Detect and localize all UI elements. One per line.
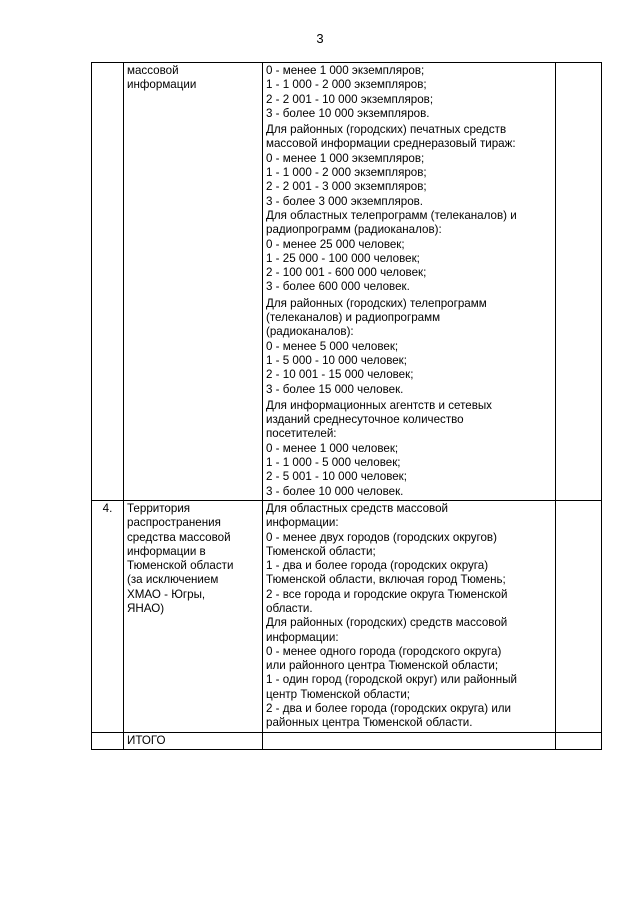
scoring-line: 2 - 5 001 - 10 000 человек; [266, 470, 407, 484]
table-row [92, 500, 602, 732]
score-cell [556, 63, 602, 501]
scoring-line: Для областных телепрограмм (телеканалов) и [266, 208, 517, 222]
scoring-line: области. [266, 601, 313, 615]
scoring-line: 2 - 10 001 - 15 000 человек; [266, 368, 414, 382]
criteria-table [91, 62, 602, 750]
scoring-line: (телеканалов) и радиопрограмм [266, 311, 441, 325]
scoring-line: Тюменской области; [266, 544, 376, 558]
scoring-line: 0 - менее 1 000 экземпляров; [266, 64, 425, 77]
scoring-line: изданий среднесуточное количество [266, 413, 464, 427]
scoring-line: 1 - 5 000 - 10 000 человек; [266, 353, 407, 367]
scoring-line: районных центра Тюменской области. [266, 716, 473, 730]
scoring-line: 1 - один город (городской округ) или районный [266, 673, 518, 687]
scoring-line: 1 - два и более города (городских округа) [266, 559, 489, 573]
scoring-line: посетителей: [266, 427, 337, 441]
scoring-line: Для областных средств массовой [266, 501, 448, 515]
criterion-line: (за исключением [127, 573, 219, 587]
scoring-line: 2 - 100 001 - 600 000 человек; [266, 266, 427, 280]
scoring-line: (радиоканалов): [266, 325, 354, 339]
table-row [92, 63, 602, 501]
scoring-description-cell [263, 732, 556, 749]
scoring-description-cell [263, 500, 556, 732]
scoring-line: Для районных (городских) средств массовой [266, 616, 508, 630]
scoring-line: радиопрограмм (радиоканалов): [266, 223, 442, 237]
scoring-line: 3 - более 10 000 человек. [266, 484, 404, 498]
scoring-block [266, 502, 552, 731]
scoring-line: 0 - менее двух городов (городских округов) [266, 530, 497, 544]
criterion-line: средства массовой [127, 530, 231, 544]
scoring-line: массовой информации среднеразовый тираж: [266, 137, 516, 151]
scoring-line: Для районных (городских) телепрограмм [266, 296, 487, 310]
scoring-block [266, 64, 552, 121]
scoring-line: 0 - менее 1 000 человек; [266, 441, 399, 455]
scoring-line: 1 - 1 000 - 2 000 экземпляров; [266, 78, 427, 92]
scoring-line: 2 - 2 001 - 10 000 экземпляров; [266, 92, 434, 106]
criterion-line: ХМАО - Югры, [127, 587, 206, 601]
page-number: 3 [316, 31, 324, 46]
scoring-line: или районного центра Тюменской области; [266, 659, 499, 673]
scoring-block [266, 399, 552, 499]
scoring-line: 2 - 2 001 - 3 000 экземпляров; [266, 180, 427, 194]
criterion-line: ИТОГО [127, 733, 166, 747]
scoring-line: 1 - 1 000 - 2 000 экземпляров; [266, 166, 427, 180]
row-number [92, 63, 124, 501]
score-cell [556, 732, 602, 749]
scoring-block [266, 297, 552, 397]
scoring-line: информации: [266, 630, 339, 644]
criterion-line: распространения [127, 516, 221, 530]
scoring-line: Для информационных агентств и сетевых [266, 398, 492, 412]
row-number: 4. [92, 500, 124, 732]
scoring-line: Тюменской области, включая город Тюмень; [266, 573, 506, 587]
scoring-line: 0 - менее одного города (городского округа) [266, 644, 502, 658]
scoring-description-cell [263, 63, 556, 501]
scoring-line: 3 - более 600 000 человек. [266, 280, 410, 294]
criterion-line: массовой [127, 64, 179, 77]
scoring-block [266, 123, 552, 295]
scoring-line: 3 - более 3 000 экземпляров. [266, 194, 424, 208]
scoring-line: 0 - менее 25 000 человек; [266, 237, 405, 251]
criterion-line: информации в [127, 544, 206, 558]
scoring-line: 3 - более 15 000 человек. [266, 382, 404, 396]
criterion-cell [124, 63, 263, 501]
scoring-line: 1 - 1 000 - 5 000 человек; [266, 456, 401, 470]
scoring-line: 3 - более 10 000 экземпляров. [266, 106, 430, 120]
table-row [92, 732, 602, 749]
scoring-line: центр Тюменской области; [266, 687, 411, 701]
row-number [92, 732, 124, 749]
scoring-line: информации: [266, 516, 339, 530]
criterion-line: информации [127, 78, 197, 92]
scoring-line: 1 - 25 000 - 100 000 человек; [266, 251, 420, 265]
criterion-line: Тюменской области [127, 559, 234, 573]
scoring-line: 2 - все города и городские округа Тюменской [266, 587, 508, 601]
scoring-line: 0 - менее 1 000 экземпляров; [266, 151, 425, 165]
criterion-cell [124, 732, 263, 749]
scoring-line: Для районных (городских) печатных средств [266, 123, 507, 137]
criterion-line: ЯНАО) [127, 601, 165, 615]
criterion-line: Территория [127, 501, 191, 515]
criterion-cell [124, 500, 263, 732]
scoring-line: 0 - менее 5 000 человек; [266, 339, 399, 353]
score-cell [556, 500, 602, 732]
scoring-line: 2 - два и более города (городских округа) или [266, 702, 512, 716]
